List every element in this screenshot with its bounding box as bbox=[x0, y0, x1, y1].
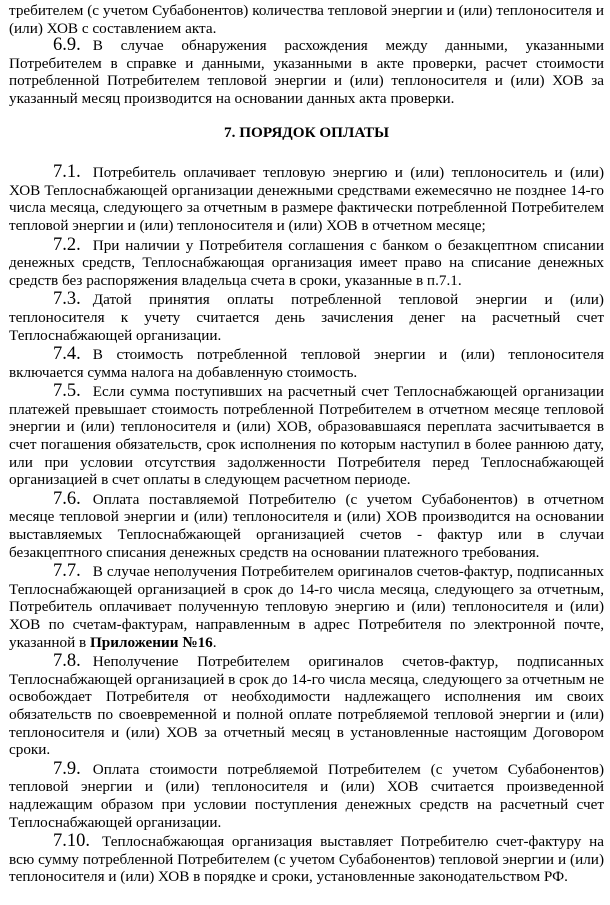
clause-7-8 bbox=[9, 653, 604, 759]
clause-text: Неполучение Потребителем оригиналов счетов-фактур, подписанных Теплоснабжающей организацией в срок до 14-го числа месяца, следующего за отчетным не освобождает Потребителя от необходимости надлежащего исполнения им своих обязательств по своевременной и полной оплате потребляемой тепловой энергии и (или) теплоносителя и (или) ХОВ за отчетный месяц в установленные настоящим Договором сроки. bbox=[9, 653, 604, 759]
appendix-reference: Приложении №16 bbox=[89, 633, 213, 651]
clause-number: 7.6. bbox=[53, 488, 81, 509]
clause-text: Если сумма поступивших на расчетный счет Теплоснабжающей организации платежей превышает стоимость потребленной Потребителем в отчетном месяце тепловой энергии и (или) теплоносителя и (или) ХОВ, образовавшаяся переплата засчитывается в счет погашения обязательств, срок исполнения по которым наступил в более раннюю дату, или при условии отсутствия задолженности Потребителя перед Теплоснабжающей организацией в счет оплаты в следующем расчетном периоде. bbox=[9, 383, 604, 489]
clause-text: В стоимость потребленной тепловой энергии и (или) теплоносителя включается сумма налога на добавленную стоимость. bbox=[9, 346, 604, 381]
clause-7-7 bbox=[9, 563, 604, 651]
clause-7-9 bbox=[9, 758, 604, 831]
clause-number: 7.1. bbox=[53, 162, 81, 183]
clause-number: 7.10. bbox=[53, 831, 90, 852]
clause-text: Теплоснабжающая организация выставляет Потребителю счет-фактуру на всю сумму потребленной Потребителем (с учетом Субабонентов) тепловой энергии и (или) теплоносителя и (или) ХОВ в порядке и сроки, установленные законодательством РФ. bbox=[9, 833, 604, 886]
clause-number: 7.2. bbox=[53, 234, 81, 255]
clause-7-5 bbox=[9, 383, 604, 489]
clause-7-3 bbox=[9, 291, 604, 344]
clause-text: При наличии у Потребителя соглашения с банком о безакцептном списании денежных средств, Теплоснабжающая организация имеет право на списание денежных средств без распоряжения владельца счета в сроки, указанные в п.7.1. bbox=[9, 236, 604, 289]
clause-7-1 bbox=[9, 164, 604, 234]
clause-number: 7.8. bbox=[53, 651, 81, 672]
clause-text: Оплата поставляемой Потребителю (с учетом Субабонентов) в отчетном месяце тепловой энергии и (или) теплоносителя и (или) ХОВ производится на основании выставляемых Теплоснабжающей организацией счетов - фактур или в случаи безакцептного списания денежных средств на основании платежного требования. bbox=[9, 490, 604, 561]
clause-7-2 bbox=[9, 234, 604, 290]
clause-number: 7.9. bbox=[53, 758, 81, 779]
clause-7-6 bbox=[9, 488, 604, 561]
clause-number: 7.4. bbox=[53, 344, 81, 365]
clause-text: В случае обнаружения расхождения между данными, указанными Потребителем в справке и данными, указанными в акте проверки, расчет стоимости потребленной Потребителем тепловой энергии и (или) теплоносителя и (или) ХОВ за указанный месяц производится на основании данных акта проверки. bbox=[9, 37, 604, 107]
clause-7-4 bbox=[9, 346, 604, 381]
clause-suffix: . bbox=[212, 633, 217, 651]
clause-7-10 bbox=[9, 833, 604, 886]
clause-text: Потребитель оплачивает тепловую энергию и (или) теплоноситель и (или) ХОВ Теплоснабжающей организации денежными средствами ежемесячно не позднее 14-го числа месяца, следующего за отчетным в размере фактически потребленной Потребителем тепловой энергии и (или) теплоносителя и (или) ХОВ в отчетном месяце; bbox=[9, 164, 604, 234]
intro-paragraph: требителем (с учетом Субабонентов) количества тепловой энергии и (или) теплоносителя и (или) ХОВ с составлением акта. bbox=[9, 2, 604, 37]
clause-number: 6.9. bbox=[53, 35, 81, 56]
clause-text: В случае неполучения Потребителем оригиналов счетов-фактур, подписанных Теплоснабжающей организацией в срок до 14-го числа месяца, следующего за отчетным, Потребитель оплачивает полученную тепловую энергию и (или) теплоносителя и (или) ХОВ по счетам-фактурам, направленным в адрес Потребителя по электронной почте, указанной в bbox=[9, 563, 604, 651]
clause-number: 7.5. bbox=[53, 381, 81, 402]
clause-6-9 bbox=[9, 37, 604, 107]
section-title: 7. ПОРЯДОК ОПЛАТЫ bbox=[224, 123, 389, 141]
clause-number: 7.3. bbox=[53, 289, 81, 310]
clause-number: 7.7. bbox=[53, 561, 81, 582]
clause-text: Оплата стоимости потребляемой Потребителем (с учетом Субабонентов) тепловой энергии и (или) теплоносителя и (или) ХОВ считается произведенной надлежащим образом при условии поступления денежных средств на расчетный счет Теплоснабжающей организации. bbox=[9, 760, 604, 831]
clause-text: Датой принятия оплаты потребленной тепловой энергии и (или) теплоносителя к учету считается день зачисления денег на расчетный счет Теплоснабжающей организации. bbox=[9, 291, 604, 344]
